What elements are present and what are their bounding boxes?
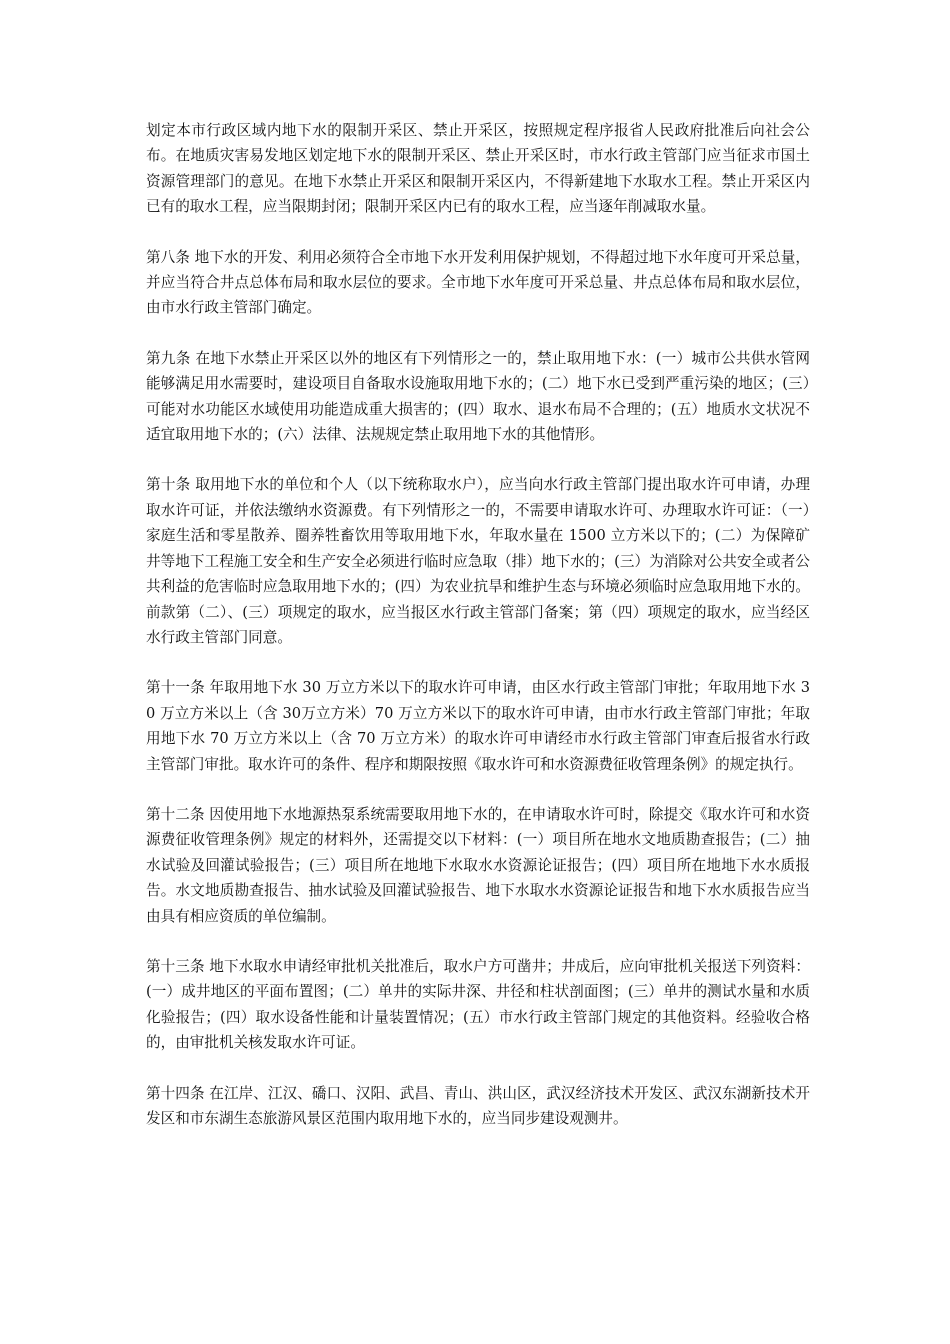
paragraph-article-12: 第十二条 因使用地下水地源热泵系统需要取用地下水的，在申请取水许可时，除提交《取水许可和水资源费征收管理条例》规定的材料外，还需提交以下材料：(一）项目所在地水文地质勘查报告；(二）抽水试验及回灌试验报告；(三）项目所在地地下水取水水资源论证报告；(四）项目所在地地下水水质报告。水文地质勘查报告、抽水试验及回灌试验报告、地下水取水水资源论证报告和地下水水质报告应当由具有相应资质的单位编制。 [146,805,810,925]
paragraph-article-13: 第十三条 地下水取水申请经审批机关批准后，取水户方可凿井；井成后，应向审批机关报送下列资料：(一）成井地区的平面布置图；(二）单井的实际井深、井径和柱状剖面图；(三）单井的测试水量和水质化验报告；(四）取水设备性能和计量装置情况；(五）市水行政主管部门规定的其他资料。经验收合格的，由审批机关核发取水许可证。 [146,957,810,1052]
paragraph-zoning: 划定本市行政区域内地下水的限制开采区、禁止开采区，按照规定程序报省人民政府批准后向社会公布。在地质灾害易发地区划定地下水的限制开采区、禁止开采区时，市水行政主管部门应当征求市国土资源管理部门的意见。在地下水禁止开采区和限制开采区内，不得新建地下水取水工程。禁止开采区内已有的取水工程，应当限期封闭；限制开采区内已有的取水工程，应当逐年削减取水量。 [146,122,810,216]
paragraph-article-11: 第十一条 年取用地下水 30 万立方米以下的取水许可申请，由区水行政主管部门审批；年取用地下水 30 万立方米以上（含 30万立方米）70 万立方米以下的取水许可申请，由市水行政主管部门审批；年取用地下水 70 万立方米以上（含 70 万立方米）的取水许可申请经市水行政主管部门审查后报省水行政主管部门审批。取水许可的条件、程序和期限按照《取水许可和水资源费征收管理条例》的规定执行。 [146,679,810,773]
document-body [146,118,810,1156]
paragraph-article-8: 第八条 地下水的开发、利用必须符合全市地下水开发利用保护规划，不得超过地下水年度可开采总量，并应当符合井点总体布局和取水层位的要求。全市地下水年度可开采总量、井点总体布局和取水层位，由市水行政主管部门确定。 [146,248,810,317]
paragraph-article-9: 第九条 在地下水禁止开采区以外的地区有下列情形之一的，禁止取用地下水：(一）城市公共供水管网能够满足用水需要时，建设项目自备取水设施取用地下水的；(二）地下水已受到严重污染的地区；(三）可能对水功能区水域使用功能造成重大损害的；(四）取水、退水布局不合理的；(五）地质水文状况不适宜取用地下水的；(六）法律、法规规定禁止取用地下水的其他情形。 [146,349,810,444]
paragraph-article-10: 第十条 取用地下水的单位和个人（以下统称取水户），应当向水行政主管部门提出取水许可申请，办理取水许可证，并依法缴纳水资源费。有下列情形之一的，不需要申请取水许可、办理取水许可证：（一）家庭生活和零星散养、圈养牲畜饮用等取用地下水，年取水量在 1500 立方米以下的；(二）为保障矿井等地下工程施工安全和生产安全必须进行临时应急取（排）地下水的；(三）为消除对公共安全或者公共利益的危害临时应急取用地下水的；(四）为农业抗旱和维护生态与环境必须临时应急取用地下水的。前款第（二）、(三）项规定的取水，应当报区水行政主管部门备案；第（四）项规定的取水，应当经区水行政主管部门同意。 [146,476,810,646]
paragraph-article-14: 第十四条 在江岸、江汉、礄口、汉阳、武昌、青山、洪山区，武汉经济技术开发区、武汉东湖新技术开发区和市东湖生态旅游风景区范围内取用地下水的，应当同步建设观测井。 [146,1084,810,1127]
